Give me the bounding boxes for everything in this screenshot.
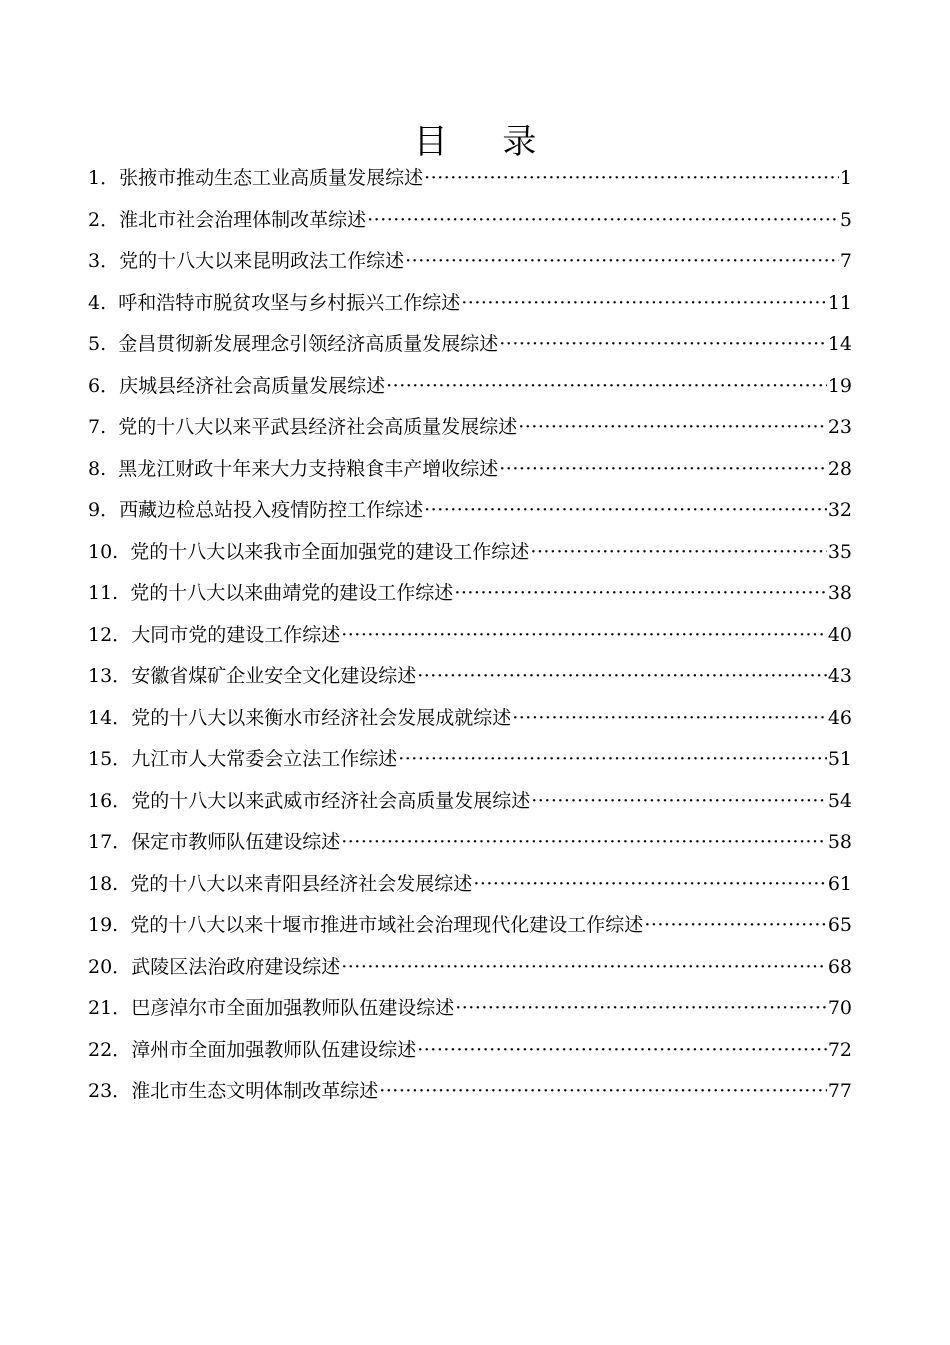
toc-leader-dots xyxy=(417,1030,827,1072)
toc-leader-dots xyxy=(424,490,827,532)
toc-entry-number: 9． xyxy=(88,499,120,521)
toc-leader-dots xyxy=(499,449,827,491)
toc-entry-title: 九江市人大常委会立法工作综述 xyxy=(131,748,398,770)
toc-entry-number: 5. xyxy=(88,333,119,355)
toc-entry[interactable] xyxy=(88,324,852,366)
toc-leader-dots xyxy=(341,615,827,657)
toc-entry-page-number: 43 xyxy=(827,665,852,687)
toc-entry-title: 庆城县经济社会高质量发展综述 xyxy=(119,374,386,397)
toc-entry-number: 13． xyxy=(88,665,132,687)
toc-entry-number: 16． xyxy=(88,789,132,812)
toc-leader-dots xyxy=(531,781,827,823)
toc-entry-page-number: 40 xyxy=(827,623,852,646)
toc-entry-page-number: 38 xyxy=(827,582,852,604)
toc-entry-title: 党的十八大以来我市全面加强党的建设工作综述 xyxy=(130,540,530,563)
toc-entry[interactable] xyxy=(88,1071,852,1113)
toc-entry-number: 22． xyxy=(88,1038,132,1061)
toc-entry-number: 7. xyxy=(88,416,119,438)
toc-entry-title: 淮北市生态文明体制改革综述 xyxy=(131,1080,379,1102)
toc-entry-page-number: 14 xyxy=(827,333,852,355)
toc-entry-number: 21． xyxy=(88,997,132,1019)
toc-entry[interactable] xyxy=(88,698,852,740)
toc-entry-page-number: 58 xyxy=(827,831,852,853)
toc-entry-number: 18. xyxy=(88,872,131,895)
toc-entry-number: 6． xyxy=(88,374,120,397)
toc-entry-page-number: 11 xyxy=(827,291,852,314)
toc-entry-title: 巴彦淖尔市全面加强教师队伍建设综述 xyxy=(131,997,455,1019)
toc-leader-dots xyxy=(417,656,827,698)
toc-entry[interactable] xyxy=(88,656,852,698)
toc-entry[interactable] xyxy=(88,822,852,864)
toc-title: 目 录 xyxy=(413,122,559,162)
toc-entry-number: 11. xyxy=(88,582,131,604)
toc-leader-dots xyxy=(512,698,827,740)
toc-leader-dots xyxy=(455,988,827,1030)
toc-entry-page-number: 5 xyxy=(839,208,852,231)
toc-entry[interactable] xyxy=(88,449,852,491)
toc-entry-number: 14． xyxy=(88,706,132,729)
toc-entry[interactable] xyxy=(88,532,852,574)
toc-entry[interactable] xyxy=(88,781,852,823)
toc-entry[interactable] xyxy=(88,739,852,781)
toc-entry[interactable] xyxy=(88,864,852,906)
toc-entry[interactable] xyxy=(88,200,852,242)
toc-entry-page-number: 28 xyxy=(827,457,852,480)
toc-entry[interactable] xyxy=(88,988,852,1030)
toc-entry-number: 23． xyxy=(88,1080,132,1102)
toc-entry-title: 党的十八大以来武威市经济社会高质量发展综述 xyxy=(131,789,531,812)
toc-leader-dots xyxy=(398,739,827,781)
toc-leader-dots xyxy=(518,407,827,449)
toc-leader-dots xyxy=(454,573,827,615)
toc-entry-number: 10. xyxy=(88,540,131,563)
toc-entry-title: 金昌贯彻新发展理念引领经济高质量发展综述 xyxy=(118,333,499,355)
toc-entry-title: 党的十八大以来平武县经济社会高质量发展综述 xyxy=(118,416,518,438)
toc-entry[interactable] xyxy=(88,905,852,947)
toc-entry-page-number: 32 xyxy=(827,499,852,521)
toc-entry-number: 2． xyxy=(88,208,120,231)
toc-entry-title: 大同市党的建设工作综述 xyxy=(131,623,341,646)
toc-entry-page-number: 77 xyxy=(827,1080,852,1102)
toc-entry-title: 西藏边检总站投入疫情防控工作综述 xyxy=(119,499,424,521)
toc-leader-dots xyxy=(341,822,827,864)
toc-entry-number: 17． xyxy=(88,831,132,853)
toc-entry-number: 12． xyxy=(88,623,132,646)
toc-entry[interactable] xyxy=(88,947,852,989)
toc-entry-title: 党的十八大以来青阳县经济社会发展综述 xyxy=(130,872,473,895)
toc-entry[interactable] xyxy=(88,407,852,449)
toc-entry-title: 党的十八大以来昆明政法工作综述 xyxy=(119,250,405,272)
toc-entry-page-number: 23 xyxy=(827,416,852,438)
toc-entry-title: 武陵区法治政府建设综述 xyxy=(131,955,341,978)
toc-entry-page-number: 72 xyxy=(827,1038,852,1061)
toc-entry[interactable] xyxy=(88,241,852,283)
toc-entry-number: 1． xyxy=(88,167,120,189)
toc-entry-title: 张掖市推动生态工业高质量发展综述 xyxy=(119,167,424,189)
toc-entry[interactable] xyxy=(88,283,852,325)
toc-leader-dots xyxy=(461,283,827,325)
toc-entry-page-number: 54 xyxy=(827,789,852,812)
toc-entry-number: 4. xyxy=(88,291,119,314)
toc-entry-title: 呼和浩特市脱贫攻坚与乡村振兴工作综述 xyxy=(118,291,461,314)
toc-entry-page-number: 46 xyxy=(827,706,852,729)
toc-leader-dots xyxy=(424,158,839,200)
toc-entry-number: 3． xyxy=(88,250,120,272)
toc-entry-number: 8. xyxy=(88,457,119,480)
toc-list xyxy=(88,158,852,1113)
toc-entry-title: 保定市教师队伍建设综述 xyxy=(131,831,341,853)
toc-entry-title: 安徽省煤矿企业安全文化建设综述 xyxy=(131,665,417,687)
toc-leader-dots xyxy=(473,864,827,906)
toc-entry-number: 19. xyxy=(88,914,131,936)
toc-entry-title: 黑龙江财政十年来大力支持粮食丰产增收综述 xyxy=(118,457,499,480)
toc-leader-dots xyxy=(644,905,827,947)
toc-entry-page-number: 7 xyxy=(839,250,852,272)
toc-entry-page-number: 61 xyxy=(827,872,852,895)
toc-entry-page-number: 19 xyxy=(827,374,852,397)
toc-entry-title: 党的十八大以来曲靖党的建设工作综述 xyxy=(130,582,454,604)
toc-leader-dots xyxy=(386,366,827,408)
toc-entry-title: 淮北市社会治理体制改革综述 xyxy=(119,208,367,231)
toc-entry-page-number: 35 xyxy=(827,540,852,563)
toc-leader-dots xyxy=(341,947,827,989)
toc-entry-title: 党的十八大以来衡水市经济社会发展成就综述 xyxy=(131,706,512,729)
toc-entry-number: 15． xyxy=(88,748,132,770)
toc-entry-page-number: 68 xyxy=(827,955,852,978)
toc-leader-dots xyxy=(367,200,839,242)
toc-leader-dots xyxy=(499,324,827,366)
toc-leader-dots xyxy=(405,241,839,283)
toc-entry[interactable] xyxy=(88,615,852,657)
toc-entry-title: 漳州市全面加强教师队伍建设综述 xyxy=(131,1038,417,1061)
toc-entry[interactable] xyxy=(88,573,852,615)
toc-leader-dots xyxy=(530,532,827,574)
toc-leader-dots xyxy=(379,1071,827,1113)
toc-entry-page-number: 70 xyxy=(827,997,852,1019)
toc-entry[interactable] xyxy=(88,158,852,200)
toc-entry[interactable] xyxy=(88,490,852,532)
toc-entry[interactable] xyxy=(88,366,852,408)
toc-entry-page-number: 51 xyxy=(827,748,852,770)
toc-entry-page-number: 65 xyxy=(827,914,852,936)
toc-entry-title: 党的十八大以来十堰市推进市域社会治理现代化建设工作综述 xyxy=(130,914,644,936)
toc-entry-number: 20． xyxy=(88,955,132,978)
toc-entry-page-number: 1 xyxy=(839,167,852,189)
toc-entry[interactable] xyxy=(88,1030,852,1072)
